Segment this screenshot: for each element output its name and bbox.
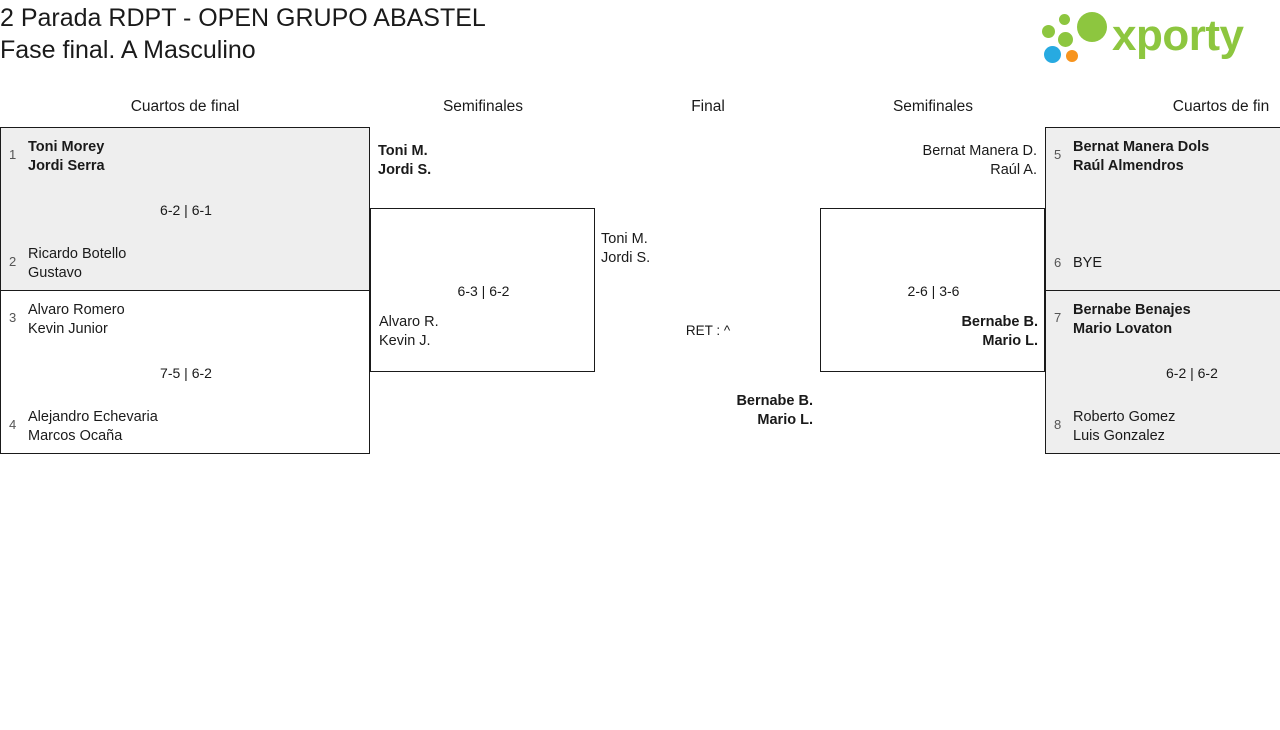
logo-wordmark: xporty <box>1112 11 1244 60</box>
match-score: 7-5 | 6-2 <box>160 365 212 381</box>
logo-dot-green-small <box>1042 25 1055 38</box>
team-name-bottom: Ricardo Botello Gustavo <box>28 246 127 281</box>
match-score: 6-3 | 6-2 <box>457 283 510 299</box>
seed-number: 8 <box>1054 417 1062 432</box>
match-box-qf1-left[interactable] <box>0 127 370 291</box>
team-name-top: Bernabe Benajes Mario Lovaton <box>1073 302 1191 337</box>
round-label-final: Final <box>691 98 725 115</box>
logo-dot-blue <box>1044 46 1061 63</box>
round-label-quarterfinals-right: Cuartos de fin <box>1172 98 1270 115</box>
team-name-top: Bernat Manera Dols Raúl Almendros <box>1073 139 1210 174</box>
logo-dot-green-medium <box>1058 32 1073 47</box>
team-name-final-top: Toni M. Jordi S. <box>601 231 651 266</box>
tournament-title-line-2: Fase final. A Masculino <box>0 36 256 64</box>
round-label-semifinals-left: Semifinales <box>442 98 524 115</box>
logo-dot-green-tiny <box>1059 14 1070 25</box>
team-name-top: Toni Morey Jordi Serra <box>28 139 105 174</box>
seed-number: 7 <box>1054 310 1062 325</box>
team-name-top: Alvaro Romero Kevin Junior <box>28 302 125 337</box>
team-name-final-bottom: Bernabe B. Mario L. <box>736 393 813 428</box>
seed-number: 1 <box>9 147 17 162</box>
tournament-title-line-1: 2 Parada RDPT - OPEN GRUPO ABASTEL <box>0 4 486 32</box>
team-name-sf-right-top: Bernat Manera D. Raúl A. <box>922 143 1037 178</box>
team-name-bottom: Alejandro Echevaria Marcos Ocaña <box>28 409 158 444</box>
logo-dots-icon <box>1042 12 1116 64</box>
round-label-quarterfinals-left: Cuartos de final <box>130 98 240 115</box>
match-box-qf2-left[interactable] <box>0 290 370 454</box>
round-label-semifinals-right: Semifinales <box>892 98 974 115</box>
logo-dot-green-large <box>1077 12 1107 42</box>
match-box-qf2-right[interactable] <box>1045 290 1280 454</box>
team-name-bottom: Roberto Gomez Luis Gonzalez <box>1073 409 1176 444</box>
team-name-bottom: Bernabe B. Mario L. <box>961 314 1038 349</box>
page-header <box>0 0 1280 78</box>
match-score: 6-2 | 6-2 <box>1166 365 1218 381</box>
bye-label: BYE <box>1073 255 1103 271</box>
logo-dot-orange <box>1066 50 1078 62</box>
seed-number: 5 <box>1054 147 1062 162</box>
seed-number: 2 <box>9 254 17 269</box>
match-box-sf-right[interactable] <box>820 208 1045 372</box>
team-name-sf-left-top: Toni M. Jordi S. <box>378 143 432 178</box>
match-box-sf-left[interactable] <box>370 208 595 372</box>
match-score: 2-6 | 3-6 <box>907 283 960 299</box>
final-result-note: RET : ^ <box>685 323 731 338</box>
seed-number: 6 <box>1054 255 1062 270</box>
seed-number: 4 <box>9 417 17 432</box>
match-box-qf1-right[interactable] <box>1045 127 1280 291</box>
seed-number: 3 <box>9 310 17 325</box>
tournament-title <box>0 2 486 66</box>
team-name-bottom: Alvaro R. Kevin J. <box>379 314 439 349</box>
match-score: 6-2 | 6-1 <box>160 202 212 218</box>
xporty-logo[interactable] <box>1042 8 1274 66</box>
